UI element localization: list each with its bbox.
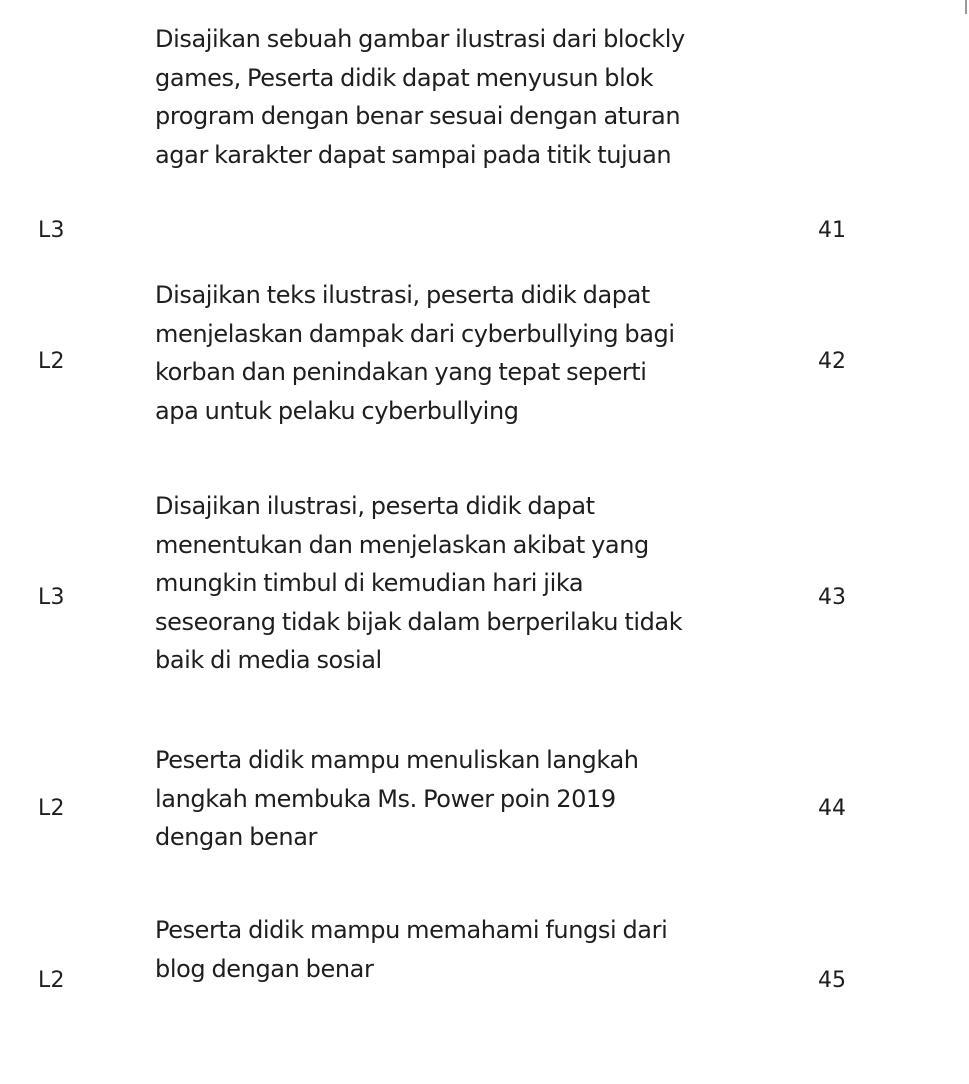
row-43-number: 43 xyxy=(818,585,846,610)
row-41-number: 41 xyxy=(818,218,846,243)
row-42-description: Disajikan teks ilustrasi, peserta didik dapat menjelaskan dampak dari cyberbullying bagi korban dan penindakan yang tepat seperti apa untuk pelaku cyberbullying xyxy=(155,281,675,425)
row-43-level: L3 xyxy=(38,585,65,610)
row-44-number: 44 xyxy=(818,796,846,821)
row-44-level: L2 xyxy=(38,796,65,821)
row-45-description: Peserta didik mampu memahami fungsi dari blog dengan benar xyxy=(155,916,668,983)
row-41-level: L3 xyxy=(38,218,65,243)
row-45-level: L2 xyxy=(38,968,65,993)
page-edge-mark xyxy=(965,0,967,14)
row-42-level: L2 xyxy=(38,349,65,374)
row-43-description: Disajikan ilustrasi, peserta didik dapat menentukan dan menjelaskan akibat yang mungkin timbul di kemudian hari jika seseorang tidak bijak dalam berperilaku tidak baik di media sosial xyxy=(155,492,683,674)
row-41-description: Disajikan sebuah gambar ilustrasi dari blockly games, Peserta didik dapat menyusun blok program dengan benar sesuai dengan aturan agar karakter dapat sampai pada titik tujuan xyxy=(155,25,685,169)
row-42-number: 42 xyxy=(818,349,846,374)
row-45-number: 45 xyxy=(818,968,846,993)
row-44-description: Peserta didik mampu menuliskan langkah langkah membuka Ms. Power poin 2019 dengan benar xyxy=(155,746,639,851)
